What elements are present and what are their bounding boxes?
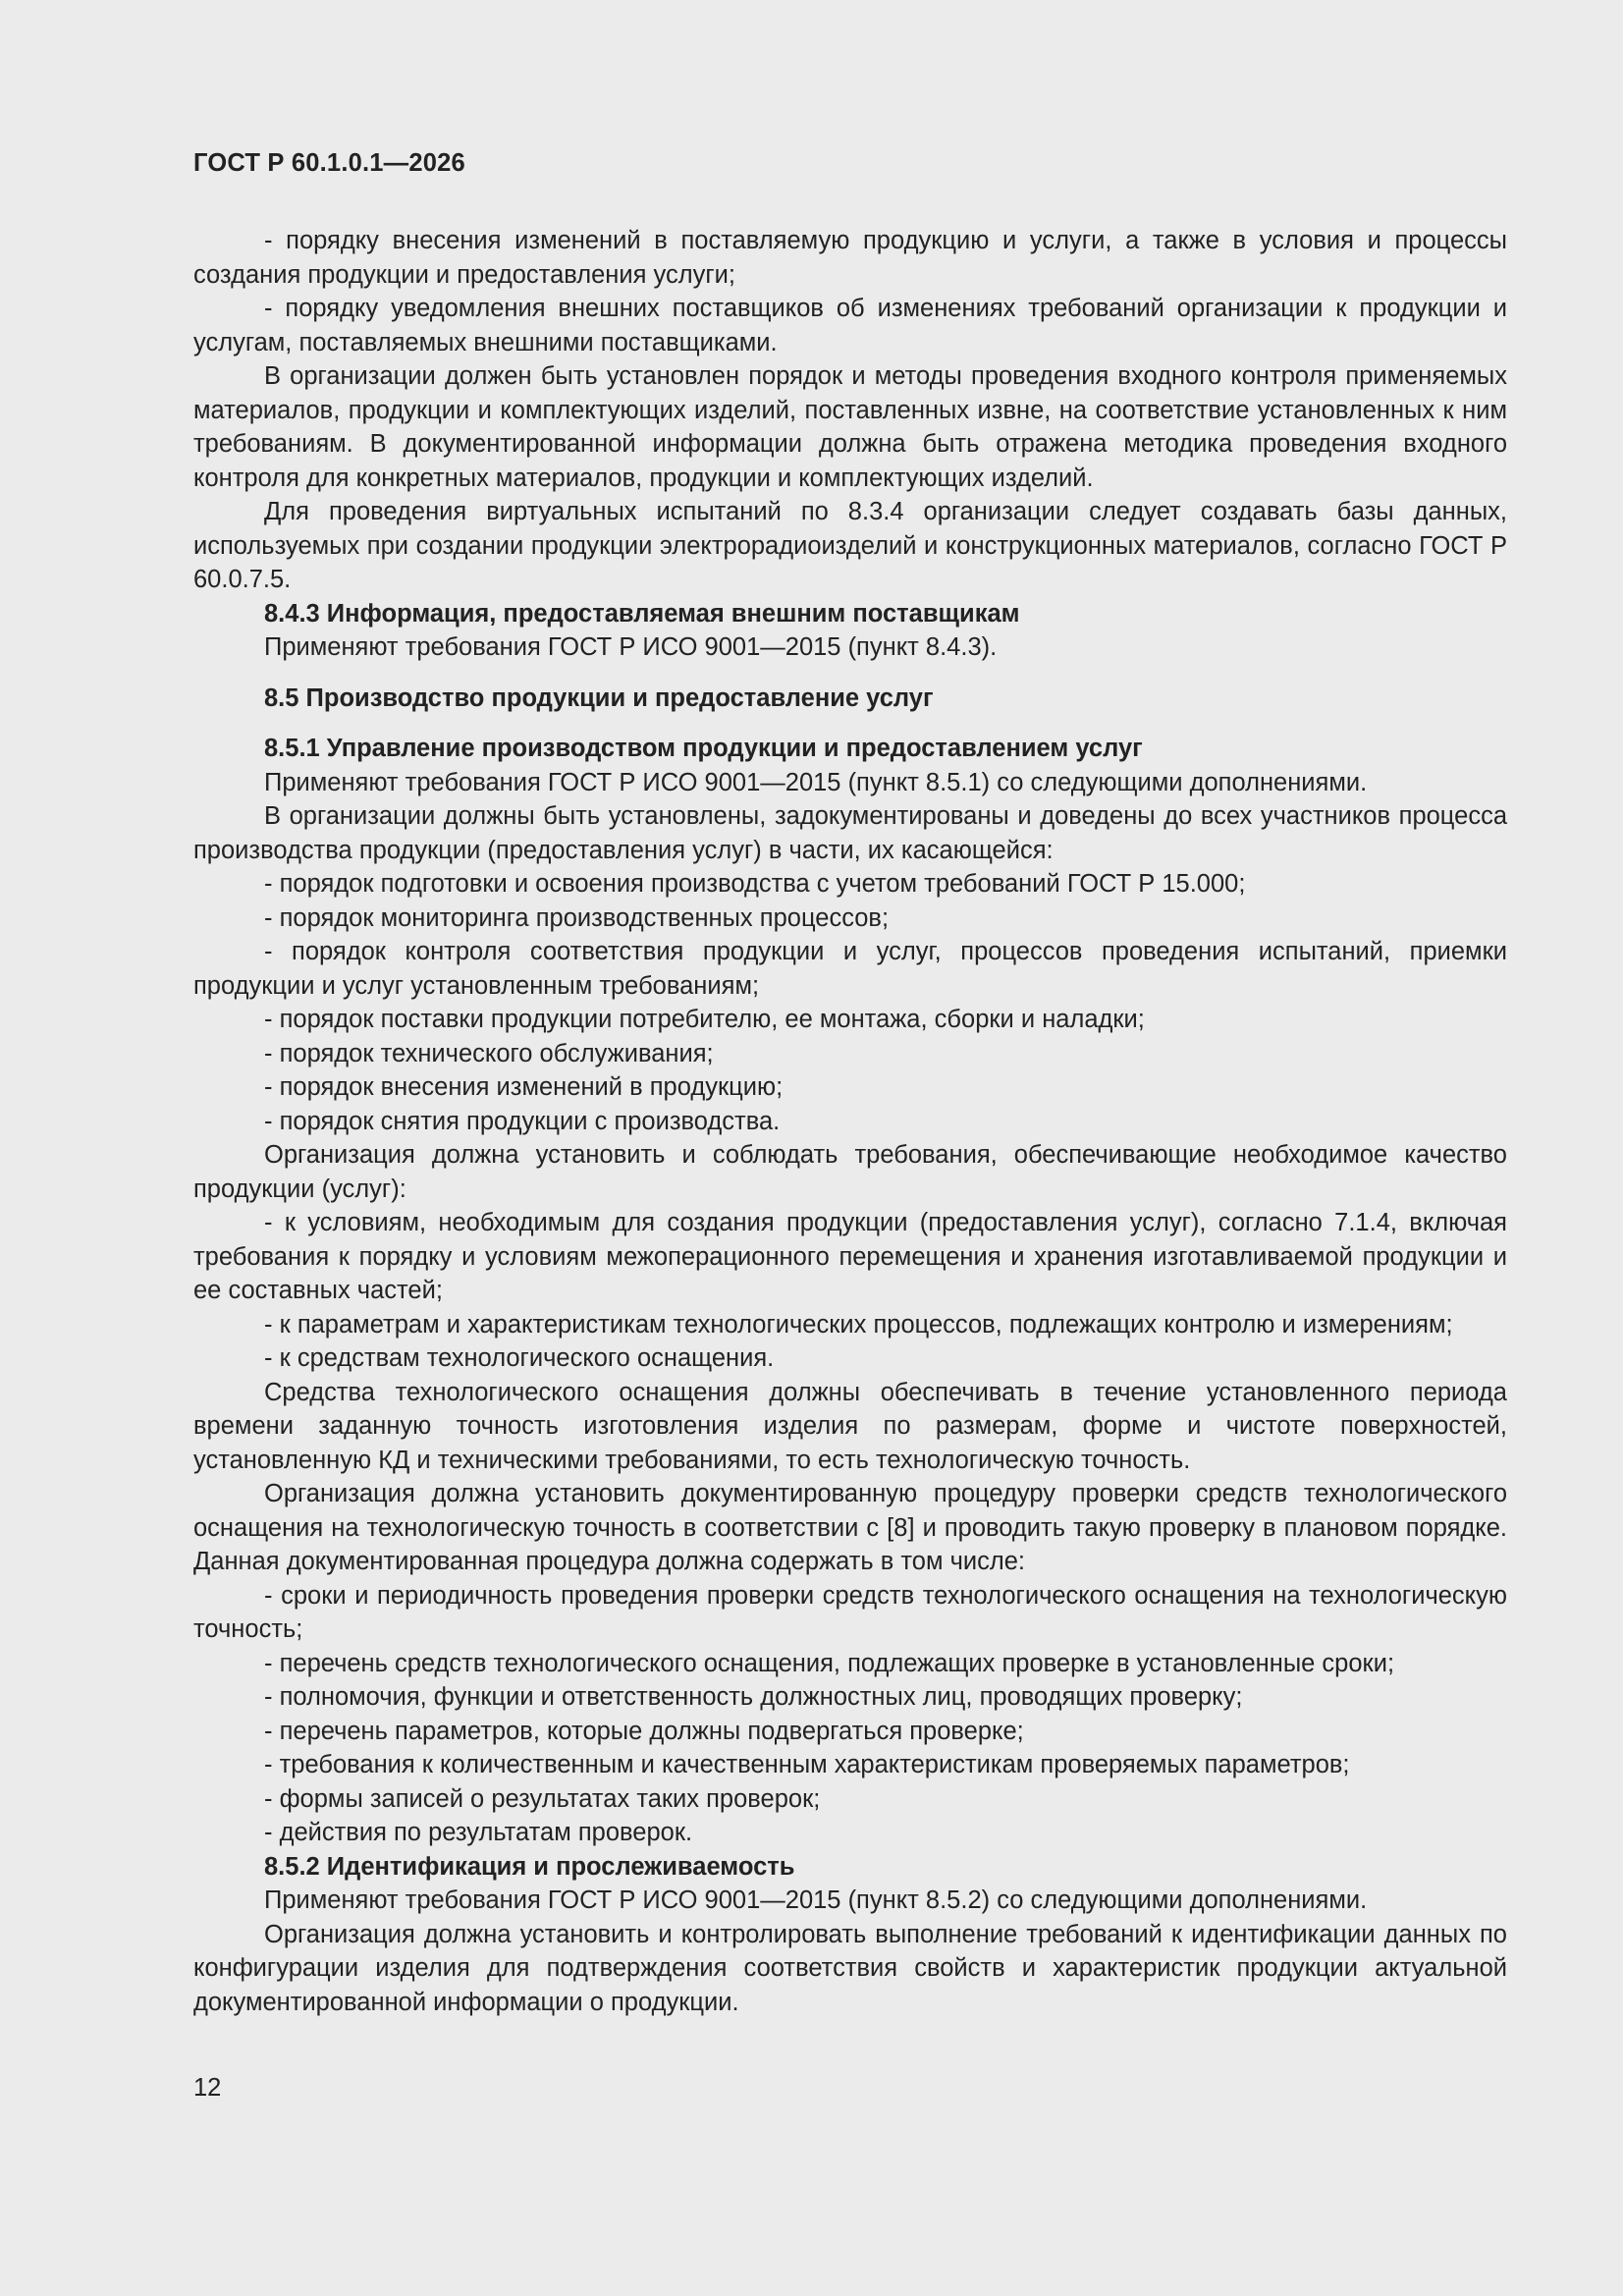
subsection-heading: 8.5.1 Управление производством продукции и предоставлением услуг <box>264 735 1143 762</box>
list-item: - порядок снятия продукции с производства. <box>264 1107 781 1135</box>
list-item: - полномочия, функции и ответственность должностных лиц, проводящих проверку; <box>264 1683 1243 1711</box>
section-heading: 8.5 Производство продукции и предоставление услуг <box>264 683 934 712</box>
list-item: - сроки и периодичность проведения проверки средств технологического оснащения на технологическую точность; <box>193 1581 1507 1643</box>
body-paragraph: Средства технологического оснащения должны обеспечивать в течение установленного периода времени заданную точность изготовления изделия по размерам, форме и чистоте поверхностей, установленную КД и техническими требованиями, то есть технологическую точность. <box>193 1378 1507 1474</box>
list-item: - требования к количественным и качественным характеристикам проверяемых параметров; <box>264 1751 1350 1778</box>
list-item: - к условиям, необходимым для создания продукции (предоставления услуг), согласно 7.1.4, включая требования к порядку и условиям межоперационного перемещения и хранения изготавливаемой продукции и ее составных частей; <box>193 1209 1507 1304</box>
body-paragraph: Организация должна установить и соблюдать требования, обеспечивающие необходимое качество продукции (услуг): <box>193 1141 1507 1203</box>
body-paragraph: Применяют требования ГОСТ Р ИСО 9001—2015 (пункт 8.5.2) со следующими дополнениями. <box>264 1886 1368 1914</box>
standard-code-header: ГОСТ Р 60.1.0.1—2026 <box>193 149 465 177</box>
page-number: 12 <box>193 2074 222 2102</box>
body-paragraph: Для проведения виртуальных испытаний по 8.3.4 организации следует создавать базы данных, используемых при создании продукции электрорадиоизделий и конструкционных материалов, согласно ГОСТ Р 60.0.7.5. <box>193 498 1507 593</box>
body-paragraph: Применяют требования ГОСТ Р ИСО 9001—2015 (пункт 8.5.1) со следующими дополнениями. <box>264 768 1368 796</box>
subsection-heading: 8.5.2 Идентификация и прослеживаемость <box>264 1852 795 1881</box>
list-item: - порядок технического обслуживания; <box>264 1039 714 1067</box>
subsection-heading: 8.4.3 Информация, предоставляемая внешним поставщикам <box>264 599 1020 628</box>
list-item: - порядок внесения изменений в продукцию; <box>264 1073 784 1101</box>
body-paragraph: Организация должна установить документированную процедуру проверки средств технологического оснащения на технологическую точность в соответствии с [8] и проводить такую проверку в плановом порядке. Данная документированная процедура должна содержать в том числе: <box>193 1480 1507 1575</box>
list-item: - порядку уведомления внешних поставщиков об изменениях требований организации к продукции и услугам, поставляемых внешними поставщиками. <box>193 295 1507 356</box>
list-item: - формы записей о результатах таких проверок; <box>264 1784 821 1813</box>
list-item: - к средствам технологического оснащения. <box>264 1344 775 1372</box>
list-item: - порядок поставки продукции потребителю, ее монтажа, сборки и наладки; <box>264 1006 1145 1033</box>
list-item: - порядок подготовки и освоения производства с учетом требований ГОСТ Р 15.000; <box>264 870 1246 898</box>
body-paragraph: Организация должна установить и контролировать выполнение требований к идентификации данных по конфигурации изделия для подтверждения соответствия свойств и характеристик продукции актуальной документированной информации о продукции. <box>193 1920 1507 2016</box>
list-item: - порядку внесения изменений в поставляемую продукцию и услуги, а также в условия и процессы создания продукции и предоставления услуги; <box>193 227 1507 289</box>
body-paragraph: Применяют требования ГОСТ Р ИСО 9001—2015 (пункт 8.4.3). <box>264 633 998 661</box>
list-item: - действия по результатам проверок. <box>264 1819 693 1846</box>
list-item: - к параметрам и характеристикам технологических процессов, подлежащих контролю и измерениям; <box>264 1310 1453 1339</box>
page-body <box>193 224 1507 2019</box>
list-item: - перечень параметров, которые должны подвергаться проверке; <box>264 1717 1024 1745</box>
body-paragraph: В организации должен быть установлен порядок и методы проведения входного контроля применяемых материалов, продукции и комплектующих изделий, поставленных извне, на соответствие установленных к ним требованиям. В документированной информации должна быть отражена методика проведения входного контроля для конкретных материалов, продукции и комплектующих изделий. <box>193 362 1507 492</box>
list-item: - перечень средств технологического оснащения, подлежащих проверке в установленные сроки; <box>264 1649 1395 1677</box>
body-paragraph: В организации должны быть установлены, задокументированы и доведены до всех участников процесса производства продукции (предоставления услуг) в части, их касающейся: <box>193 802 1507 864</box>
list-item: - порядок контроля соответствия продукции и услуг, процессов проведения испытаний, приемки продукции и услуг установленным требованиям; <box>193 938 1507 1000</box>
list-item: - порядок мониторинга производственных процессов; <box>264 903 890 932</box>
